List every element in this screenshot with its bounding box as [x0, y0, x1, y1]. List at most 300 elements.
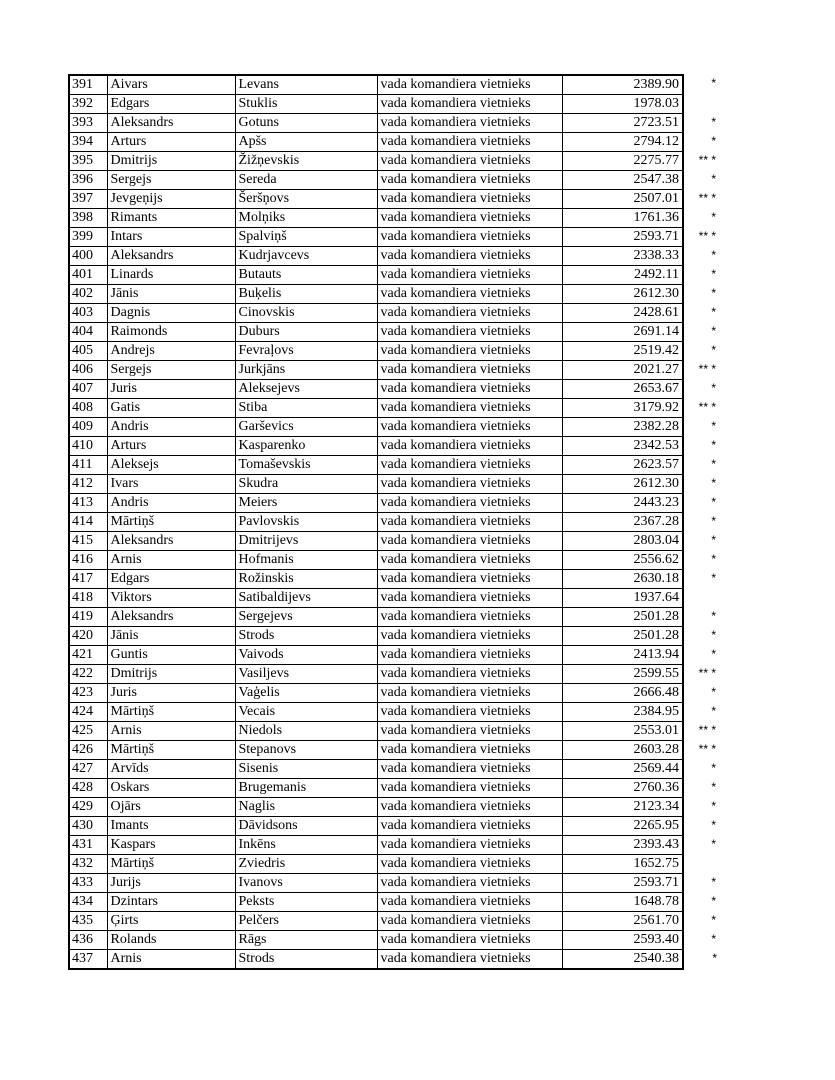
row-number-cell: 423	[69, 684, 107, 703]
asterisk-mark: *	[711, 133, 716, 148]
first-name-cell: Aleksandrs	[107, 247, 235, 266]
amount-cell: 1648.78	[562, 893, 683, 912]
first-name-cell: Intars	[107, 228, 235, 247]
amount-cell: 2393.43	[562, 836, 683, 855]
last-name-cell: Kasparenko	[235, 437, 377, 456]
table-row	[69, 399, 719, 418]
asterisk-mark: *	[711, 893, 716, 908]
amount-cell: 1761.36	[562, 209, 683, 228]
position-cell: vada komandiera vietnieks	[377, 399, 562, 418]
amount-cell: 3179.92	[562, 399, 683, 418]
last-name-cell: Levans	[235, 75, 377, 95]
position-cell: vada komandiera vietnieks	[377, 152, 562, 171]
asterisk-mark: ** *	[698, 399, 716, 414]
last-name-cell: Hofmanis	[235, 551, 377, 570]
row-number-cell: 407	[69, 380, 107, 399]
row-number-cell: 404	[69, 323, 107, 342]
last-name-cell: Fevraļovs	[235, 342, 377, 361]
row-number-cell: 436	[69, 931, 107, 950]
asterisk-mark: *	[711, 874, 716, 889]
asterisk-mark: *	[711, 836, 716, 851]
table-row	[69, 741, 719, 760]
position-cell: vada komandiera vietnieks	[377, 380, 562, 399]
last-name-cell: Satibaldijevs	[235, 589, 377, 608]
first-name-cell: Arturs	[107, 133, 235, 152]
amount-cell: 2623.57	[562, 456, 683, 475]
amount-cell: 2593.71	[562, 228, 683, 247]
table-row	[69, 285, 719, 304]
last-name-cell: Dāvidsons	[235, 817, 377, 836]
table-row	[69, 133, 719, 152]
row-number-cell: 427	[69, 760, 107, 779]
last-name-cell: Inkēns	[235, 836, 377, 855]
last-name-cell: Garševics	[235, 418, 377, 437]
row-number-cell: 416	[69, 551, 107, 570]
table-row	[69, 171, 719, 190]
asterisk-mark: *	[711, 247, 716, 262]
position-cell: vada komandiera vietnieks	[377, 190, 562, 209]
row-number-cell: 414	[69, 513, 107, 532]
asterisk-mark: *	[712, 950, 717, 965]
table-row	[69, 114, 719, 133]
position-cell: vada komandiera vietnieks	[377, 608, 562, 627]
asterisk-mark: *	[711, 703, 716, 718]
last-name-cell: Stepanovs	[235, 741, 377, 760]
position-cell: vada komandiera vietnieks	[377, 247, 562, 266]
table-row	[69, 950, 719, 970]
last-name-cell: Pavlovskis	[235, 513, 377, 532]
amount-cell: 2519.42	[562, 342, 683, 361]
last-name-cell: Vaģelis	[235, 684, 377, 703]
position-cell: vada komandiera vietnieks	[377, 285, 562, 304]
row-number-cell: 409	[69, 418, 107, 437]
amount-cell: 2599.55	[562, 665, 683, 684]
position-cell: vada komandiera vietnieks	[377, 817, 562, 836]
table-row	[69, 684, 719, 703]
amount-cell: 2691.14	[562, 323, 683, 342]
last-name-cell: Pelčers	[235, 912, 377, 931]
last-name-cell: Vecais	[235, 703, 377, 722]
personnel-table	[68, 74, 720, 970]
row-number-cell: 421	[69, 646, 107, 665]
position-cell: vada komandiera vietnieks	[377, 437, 562, 456]
asterisk-mark: *	[711, 437, 716, 452]
row-number-cell: 422	[69, 665, 107, 684]
first-name-cell: Raimonds	[107, 323, 235, 342]
last-name-cell: Jurkjāns	[235, 361, 377, 380]
row-number-cell: 418	[69, 589, 107, 608]
amount-cell: 2338.33	[562, 247, 683, 266]
first-name-cell: Jurijs	[107, 874, 235, 893]
asterisk-mark: *	[711, 304, 716, 319]
asterisk-mark: *	[711, 798, 716, 813]
amount-cell: 1937.64	[562, 589, 683, 608]
table-row	[69, 665, 719, 684]
position-cell: vada komandiera vietnieks	[377, 912, 562, 931]
last-name-cell: Zviedris	[235, 855, 377, 874]
amount-cell: 2723.51	[562, 114, 683, 133]
table-body	[69, 75, 719, 969]
table-row	[69, 380, 719, 399]
position-cell: vada komandiera vietnieks	[377, 171, 562, 190]
row-number-cell: 410	[69, 437, 107, 456]
row-number-cell: 401	[69, 266, 107, 285]
table-row	[69, 323, 719, 342]
last-name-cell: Apšs	[235, 133, 377, 152]
row-number-cell: 412	[69, 475, 107, 494]
table-row	[69, 266, 719, 285]
position-cell: vada komandiera vietnieks	[377, 703, 562, 722]
asterisk-mark: ** *	[698, 361, 716, 376]
position-cell: vada komandiera vietnieks	[377, 931, 562, 950]
first-name-cell: Linards	[107, 266, 235, 285]
position-cell: vada komandiera vietnieks	[377, 646, 562, 665]
table-row	[69, 874, 719, 893]
asterisk-mark: *	[711, 114, 716, 129]
table-row	[69, 589, 719, 608]
row-number-cell: 395	[69, 152, 107, 171]
amount-cell: 2553.01	[562, 722, 683, 741]
first-name-cell: Sergejs	[107, 171, 235, 190]
amount-cell: 2612.30	[562, 285, 683, 304]
last-name-cell: Žižņevskis	[235, 152, 377, 171]
amount-cell: 2275.77	[562, 152, 683, 171]
first-name-cell: Aleksandrs	[107, 532, 235, 551]
row-number-cell: 432	[69, 855, 107, 874]
row-number-cell: 433	[69, 874, 107, 893]
row-number-cell: 406	[69, 361, 107, 380]
last-name-cell: Skudra	[235, 475, 377, 494]
first-name-cell: Ivars	[107, 475, 235, 494]
table-row	[69, 247, 719, 266]
first-name-cell: Arvīds	[107, 760, 235, 779]
table-row	[69, 475, 719, 494]
asterisk-mark: ** *	[698, 665, 716, 680]
table-row	[69, 209, 719, 228]
table-row	[69, 855, 719, 874]
table-row	[69, 494, 719, 513]
position-cell: vada komandiera vietnieks	[377, 304, 562, 323]
table-row	[69, 627, 719, 646]
first-name-cell: Dmitrijs	[107, 665, 235, 684]
row-number-cell: 437	[69, 950, 107, 970]
amount-cell: 2803.04	[562, 532, 683, 551]
amount-cell: 2384.95	[562, 703, 683, 722]
first-name-cell: Jevgeņijs	[107, 190, 235, 209]
amount-cell: 2021.27	[562, 361, 683, 380]
asterisk-mark: *	[711, 551, 716, 566]
amount-cell: 1652.75	[562, 855, 683, 874]
amount-cell: 2123.34	[562, 798, 683, 817]
asterisk-mark: ** *	[698, 741, 716, 756]
asterisk-mark: *	[711, 646, 716, 661]
row-number-cell: 397	[69, 190, 107, 209]
table-row	[69, 437, 719, 456]
first-name-cell: Arnis	[107, 722, 235, 741]
position-cell: vada komandiera vietnieks	[377, 228, 562, 247]
position-cell: vada komandiera vietnieks	[377, 570, 562, 589]
table-row	[69, 836, 719, 855]
asterisk-mark: ** *	[698, 190, 716, 205]
position-cell: vada komandiera vietnieks	[377, 456, 562, 475]
table-row	[69, 779, 719, 798]
position-cell: vada komandiera vietnieks	[377, 361, 562, 380]
first-name-cell: Andris	[107, 494, 235, 513]
position-cell: vada komandiera vietnieks	[377, 798, 562, 817]
asterisk-mark: *	[711, 76, 716, 90]
table-row	[69, 703, 719, 722]
amount-cell: 2569.44	[562, 760, 683, 779]
last-name-cell: Sisenis	[235, 760, 377, 779]
row-number-cell: 415	[69, 532, 107, 551]
amount-cell: 2265.95	[562, 817, 683, 836]
table-row	[69, 418, 719, 437]
amount-cell: 2492.11	[562, 266, 683, 285]
position-cell: vada komandiera vietnieks	[377, 760, 562, 779]
first-name-cell: Viktors	[107, 589, 235, 608]
table-row	[69, 551, 719, 570]
position-cell: vada komandiera vietnieks	[377, 855, 562, 874]
row-number-cell: 429	[69, 798, 107, 817]
amount-cell: 2666.48	[562, 684, 683, 703]
asterisk-mark	[683, 95, 719, 114]
last-name-cell: Gotuns	[235, 114, 377, 133]
position-cell: vada komandiera vietnieks	[377, 209, 562, 228]
amount-cell: 2501.28	[562, 627, 683, 646]
amount-cell: 2547.38	[562, 171, 683, 190]
row-number-cell: 392	[69, 95, 107, 114]
row-number-cell: 435	[69, 912, 107, 931]
amount-cell: 2413.94	[562, 646, 683, 665]
last-name-cell: Peksts	[235, 893, 377, 912]
last-name-cell: Tomaševskis	[235, 456, 377, 475]
amount-cell: 2794.12	[562, 133, 683, 152]
table-row	[69, 228, 719, 247]
row-number-cell: 402	[69, 285, 107, 304]
first-name-cell: Oskars	[107, 779, 235, 798]
last-name-cell: Duburs	[235, 323, 377, 342]
first-name-cell: Aleksandrs	[107, 114, 235, 133]
first-name-cell: Andrejs	[107, 342, 235, 361]
last-name-cell: Buķelis	[235, 285, 377, 304]
amount-cell: 2507.01	[562, 190, 683, 209]
position-cell: vada komandiera vietnieks	[377, 342, 562, 361]
first-name-cell: Mārtiņš	[107, 703, 235, 722]
row-number-cell: 393	[69, 114, 107, 133]
row-number-cell: 424	[69, 703, 107, 722]
last-name-cell: Dmitrijevs	[235, 532, 377, 551]
position-cell: vada komandiera vietnieks	[377, 266, 562, 285]
table-row	[69, 760, 719, 779]
first-name-cell: Sergejs	[107, 361, 235, 380]
asterisk-mark: *	[711, 532, 716, 547]
row-number-cell: 405	[69, 342, 107, 361]
first-name-cell: Dagnis	[107, 304, 235, 323]
position-cell: vada komandiera vietnieks	[377, 665, 562, 684]
amount-cell: 2389.90	[562, 75, 683, 95]
position-cell: vada komandiera vietnieks	[377, 627, 562, 646]
amount-cell: 2630.18	[562, 570, 683, 589]
table-row	[69, 893, 719, 912]
row-number-cell: 400	[69, 247, 107, 266]
amount-cell: 2760.36	[562, 779, 683, 798]
first-name-cell: Andris	[107, 418, 235, 437]
position-cell: vada komandiera vietnieks	[377, 836, 562, 855]
asterisk-mark: *	[711, 912, 716, 927]
table-row	[69, 361, 719, 380]
first-name-cell: Edgars	[107, 95, 235, 114]
last-name-cell: Sergejevs	[235, 608, 377, 627]
asterisk-mark: *	[711, 513, 716, 528]
first-name-cell: Edgars	[107, 570, 235, 589]
row-number-cell: 417	[69, 570, 107, 589]
amount-cell: 1978.03	[562, 95, 683, 114]
row-number-cell: 430	[69, 817, 107, 836]
first-name-cell: Juris	[107, 380, 235, 399]
table-row	[69, 513, 719, 532]
first-name-cell: Ģirts	[107, 912, 235, 931]
position-cell: vada komandiera vietnieks	[377, 722, 562, 741]
last-name-cell: Niedols	[235, 722, 377, 741]
asterisk-mark: *	[711, 456, 716, 471]
last-name-cell: Šeršņovs	[235, 190, 377, 209]
first-name-cell: Dmitrijs	[107, 152, 235, 171]
last-name-cell: Rožinskis	[235, 570, 377, 589]
asterisk-mark: *	[711, 931, 716, 946]
position-cell: vada komandiera vietnieks	[377, 684, 562, 703]
last-name-cell: Naglis	[235, 798, 377, 817]
first-name-cell: Rimants	[107, 209, 235, 228]
last-name-cell: Vaivods	[235, 646, 377, 665]
row-number-cell: 408	[69, 399, 107, 418]
amount-cell: 2428.61	[562, 304, 683, 323]
position-cell: vada komandiera vietnieks	[377, 323, 562, 342]
last-name-cell: Cinovskis	[235, 304, 377, 323]
last-name-cell: Strods	[235, 627, 377, 646]
position-cell: vada komandiera vietnieks	[377, 418, 562, 437]
table-row	[69, 95, 719, 114]
asterisk-mark: *	[711, 380, 716, 395]
row-number-cell: 426	[69, 741, 107, 760]
first-name-cell: Jānis	[107, 285, 235, 304]
first-name-cell: Mārtiņš	[107, 513, 235, 532]
first-name-cell: Aleksandrs	[107, 608, 235, 627]
row-number-cell: 425	[69, 722, 107, 741]
table-row	[69, 931, 719, 950]
table-row	[69, 456, 719, 475]
table-row	[69, 304, 719, 323]
asterisk-mark: *	[711, 494, 716, 509]
first-name-cell: Arnis	[107, 950, 235, 970]
row-number-cell: 428	[69, 779, 107, 798]
first-name-cell: Arnis	[107, 551, 235, 570]
row-number-cell: 398	[69, 209, 107, 228]
asterisk-mark: *	[711, 209, 716, 224]
first-name-cell: Arturs	[107, 437, 235, 456]
last-name-cell: Sereda	[235, 171, 377, 190]
last-name-cell: Strods	[235, 950, 377, 970]
position-cell: vada komandiera vietnieks	[377, 589, 562, 608]
row-number-cell: 420	[69, 627, 107, 646]
asterisk-mark: *	[711, 418, 716, 433]
last-name-cell: Aleksejevs	[235, 380, 377, 399]
table-row	[69, 152, 719, 171]
last-name-cell: Meiers	[235, 494, 377, 513]
position-cell: vada komandiera vietnieks	[377, 950, 562, 970]
row-number-cell: 399	[69, 228, 107, 247]
position-cell: vada komandiera vietnieks	[377, 494, 562, 513]
amount-cell: 2612.30	[562, 475, 683, 494]
position-cell: vada komandiera vietnieks	[377, 532, 562, 551]
amount-cell: 2367.28	[562, 513, 683, 532]
first-name-cell: Jānis	[107, 627, 235, 646]
asterisk-mark: *	[711, 760, 716, 775]
first-name-cell: Aivars	[107, 75, 235, 95]
last-name-cell: Spalviņš	[235, 228, 377, 247]
amount-cell: 2501.28	[562, 608, 683, 627]
first-name-cell: Dzintars	[107, 893, 235, 912]
position-cell: vada komandiera vietnieks	[377, 133, 562, 152]
first-name-cell: Imants	[107, 817, 235, 836]
amount-cell: 2603.28	[562, 741, 683, 760]
amount-cell: 2561.70	[562, 912, 683, 931]
asterisk-mark: ** *	[698, 722, 716, 737]
first-name-cell: Guntis	[107, 646, 235, 665]
asterisk-mark	[683, 855, 719, 874]
asterisk-mark: *	[711, 817, 716, 832]
asterisk-mark: *	[711, 475, 716, 490]
row-number-cell: 394	[69, 133, 107, 152]
table-row	[69, 608, 719, 627]
table-row	[69, 646, 719, 665]
table-row	[69, 190, 719, 209]
row-number-cell: 403	[69, 304, 107, 323]
last-name-cell: Molņiks	[235, 209, 377, 228]
first-name-cell: Rolands	[107, 931, 235, 950]
row-number-cell: 396	[69, 171, 107, 190]
asterisk-mark: *	[711, 323, 716, 338]
row-number-cell: 411	[69, 456, 107, 475]
row-number-cell: 434	[69, 893, 107, 912]
last-name-cell: Ivanovs	[235, 874, 377, 893]
amount-cell: 2342.53	[562, 437, 683, 456]
asterisk-mark: *	[711, 779, 716, 794]
position-cell: vada komandiera vietnieks	[377, 95, 562, 114]
asterisk-mark: *	[711, 342, 716, 357]
amount-cell: 2593.71	[562, 874, 683, 893]
table-row	[69, 342, 719, 361]
row-number-cell: 419	[69, 608, 107, 627]
first-name-cell: Mārtiņš	[107, 741, 235, 760]
asterisk-mark: *	[711, 266, 716, 281]
table-row	[69, 817, 719, 836]
table-row	[69, 798, 719, 817]
position-cell: vada komandiera vietnieks	[377, 114, 562, 133]
asterisk-mark	[683, 589, 719, 608]
table-row	[69, 532, 719, 551]
table-row	[69, 570, 719, 589]
row-number-cell: 391	[69, 75, 107, 95]
first-name-cell: Mārtiņš	[107, 855, 235, 874]
table-row	[69, 912, 719, 931]
last-name-cell: Brugemanis	[235, 779, 377, 798]
last-name-cell: Kudrjavcevs	[235, 247, 377, 266]
amount-cell: 2653.67	[562, 380, 683, 399]
position-cell: vada komandiera vietnieks	[377, 551, 562, 570]
asterisk-mark: ** *	[698, 152, 716, 167]
asterisk-mark: *	[711, 171, 716, 186]
row-number-cell: 413	[69, 494, 107, 513]
